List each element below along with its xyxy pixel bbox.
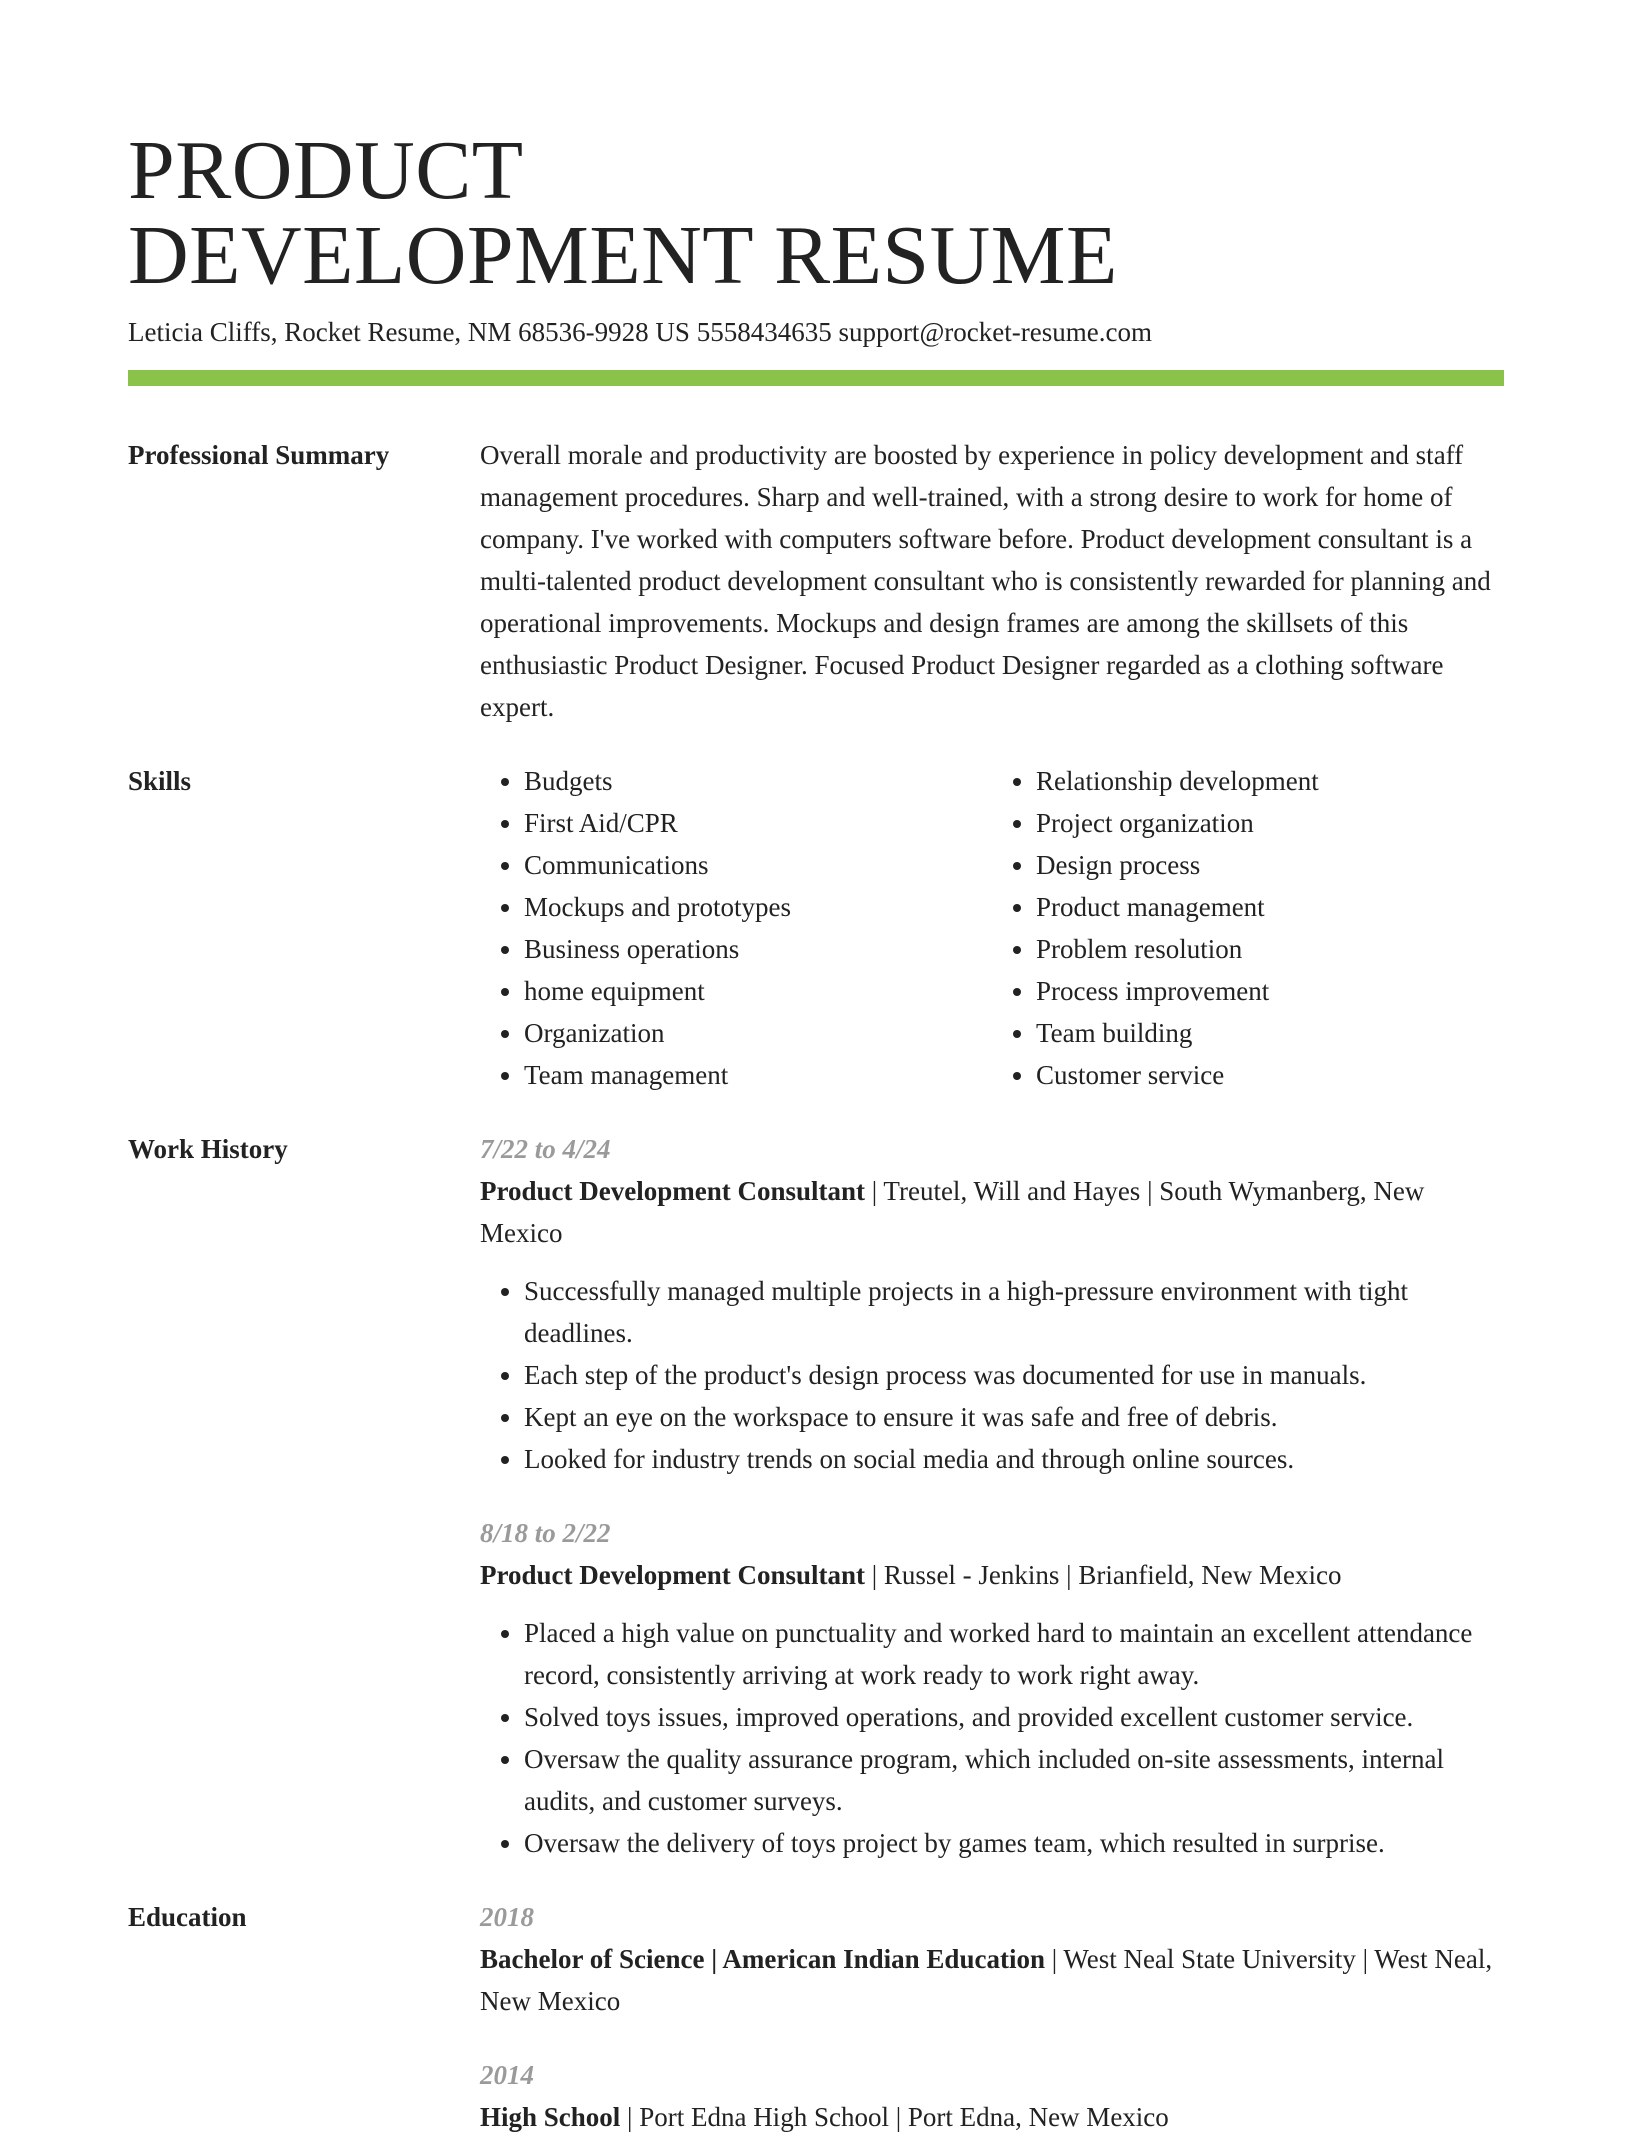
skill-item: • Customer service [1036, 1054, 1504, 1096]
skill-item: • Process improvement [1036, 970, 1504, 1012]
skill-item: • Business operations [524, 928, 992, 970]
job-bullet: • Oversaw the quality assurance program, which included on-site assessments, internal audits, and customer surveys. [524, 1738, 1504, 1822]
skills-label: Skills [128, 766, 192, 796]
skill-item: • home equipment [524, 970, 992, 1012]
job-bullet: • Placed a high value on punctuality and worked hard to maintain an excellent attendance record, consistently arriving at work ready to work right away. [524, 1612, 1504, 1696]
summary-text: Overall morale and productivity are boosted by experience in policy development and staff management procedures. Sharp and well-trained, with a strong desire to work for home of company. I've worked with computers software before. Product development consultant is a multi-talented product development consultant who is consistently rewarded for planning and operational improvements. Mockups and design frames are among the skillsets of this enthusiastic Product Designer. Focused Product Designer regarded as a clothing software expert. [480, 440, 1491, 722]
skill-item: • Design process [1036, 844, 1504, 886]
education-degree: High School [480, 2102, 621, 2132]
skill-item: • First Aid/CPR [524, 802, 992, 844]
summary-label: Professional Summary [128, 440, 390, 470]
job-entry [480, 1512, 1504, 1864]
job-entry [480, 1128, 1504, 1480]
job-role [480, 1554, 1504, 1596]
title-line-2: DEVELOPMENT RESUME [128, 209, 1118, 302]
education-entry [480, 2054, 1504, 2138]
job-details: | Treutel, Will and Hayes | South Wymanberg, New Mexico [480, 1176, 1425, 1248]
skill-item: • Problem resolution [1036, 928, 1504, 970]
skill-item: • Product management [1036, 886, 1504, 928]
job-bullet: • Successfully managed multiple projects in a high-pressure environment with tight deadlines. [524, 1270, 1504, 1354]
job-title: Product Development Consultant [480, 1560, 866, 1590]
job-bullet: • Oversaw the delivery of toys project by games team, which resulted in surprise. [524, 1822, 1504, 1864]
education-label: Education [128, 1902, 247, 1932]
job-bullet: • Kept an eye on the workspace to ensure it was safe and free of debris. [524, 1396, 1504, 1438]
skill-item: • Mockups and prototypes [524, 886, 992, 928]
job-bullet: • Each step of the product's design process was documented for use in manuals. [524, 1354, 1504, 1396]
skill-item: • Organization [524, 1012, 992, 1054]
education-year: 2018 [480, 1902, 534, 1932]
accent-divider [128, 370, 1504, 386]
education-role [480, 2096, 1504, 2138]
job-bullets [480, 1612, 1504, 1864]
skills-body [480, 760, 1504, 1096]
contact-line: Leticia Cliffs, Rocket Resume, NM 68536-9928 US 5558434635 support@rocket-resume.com [128, 317, 1152, 347]
resume-title [128, 124, 1118, 302]
job-bullet: • Solved toys issues, improved operations, and provided excellent customer service. [524, 1696, 1504, 1738]
job-role [480, 1170, 1504, 1254]
summary-body [480, 434, 1504, 728]
job-bullets [480, 1270, 1504, 1480]
education-role [480, 1938, 1504, 2022]
title-line-1: PRODUCT [128, 124, 524, 217]
education-details: | West Neal State University | West Neal, New Mexico [480, 1944, 1493, 2016]
job-details: | Russel - Jenkins | Brianfield, New Mexico [865, 1560, 1342, 1590]
skill-item: • Budgets [524, 760, 992, 802]
skills-list-right [992, 760, 1504, 1096]
job-bullet: • Looked for industry trends on social media and through online sources. [524, 1438, 1504, 1480]
education-year: 2014 [480, 2060, 534, 2090]
skill-item: • Project organization [1036, 802, 1504, 844]
job-title: Product Development Consultant [480, 1176, 866, 1206]
skill-item: • Team building [1036, 1012, 1504, 1054]
work-history-label: Work History [128, 1134, 288, 1164]
education-details: | Port Edna High School | Port Edna, New Mexico [620, 2102, 1169, 2132]
work-history-body [480, 1128, 1504, 1864]
skill-item: • Relationship development [1036, 760, 1504, 802]
job-dates: 7/22 to 4/24 [480, 1134, 611, 1164]
job-dates: 8/18 to 2/22 [480, 1518, 611, 1548]
skill-item: • Communications [524, 844, 992, 886]
education-degree: Bachelor of Science | American Indian Education [480, 1944, 1045, 1974]
education-entry [480, 1896, 1504, 2022]
skills-list-left [480, 760, 992, 1096]
skill-item: • Team management [524, 1054, 992, 1096]
education-body [480, 1896, 1504, 2138]
